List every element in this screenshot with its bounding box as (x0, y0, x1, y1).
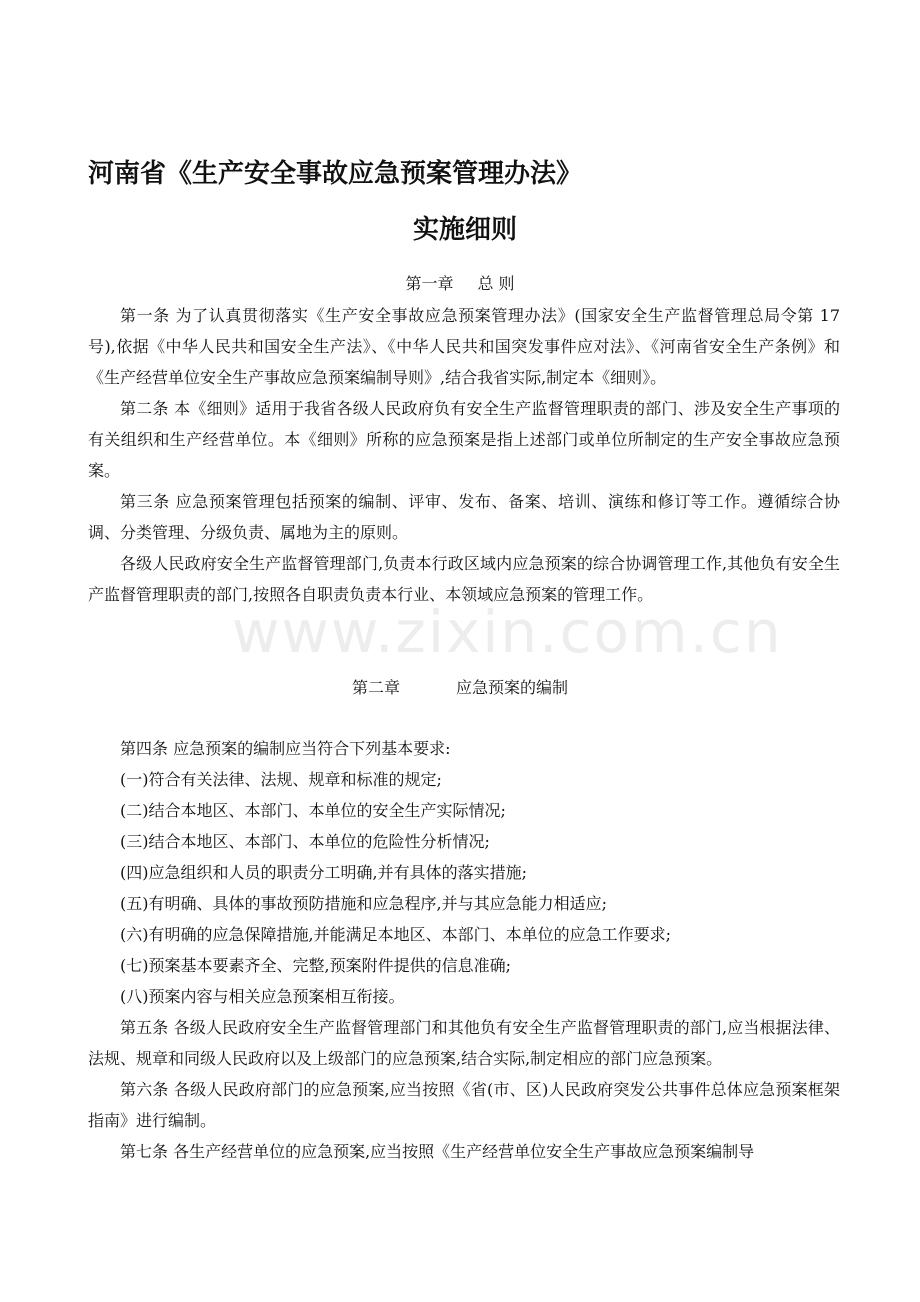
article-3-continued: 各级人民政府安全生产监督管理部门,负责本行政区域内应急预案的综合协调管理工作,其他负有安全生产监督管理职责的部门,按照各自职责负责本行业、本领域应急预案的管理工作。 (88, 554, 840, 604)
article-3: 第三条 应急预案管理包括预案的编制、评审、发布、备案、培训、演练和修订等工作。遵循综合协调、分类管理、分级负责、属地为主的原则。 (88, 492, 840, 542)
chapter-2-body (88, 733, 840, 1167)
list-item: (六)有明确的应急保障措施,并能满足本地区、本部门、本单位的应急工作要求; (120, 925, 671, 944)
chapter-1-number: 第一章 (405, 274, 454, 293)
chapter-2-title: 应急预案的编制 (456, 678, 569, 697)
chapter-2-heading (0, 676, 920, 700)
document-title-line1: 河南省《生产安全事故应急预案管理办法》 (88, 159, 583, 189)
document-title-line2: 实施细则 (412, 215, 517, 245)
list-item: (三)结合本地区、本部门、本单位的危险性分析情况; (120, 832, 490, 851)
article-4-intro: 第四条 应急预案的编制应当符合下列基本要求: (120, 739, 451, 758)
chapter-1-body (88, 300, 840, 610)
list-item: (四)应急组织和人员的职责分工明确,并有具体的落实措施; (120, 863, 527, 882)
list-item: (五)有明确、具体的事故预防措施和应急程序,并与其应急能力相适应; (120, 894, 607, 913)
list-item: (一)符合有关法律、法规、规章和标准的规定; (120, 770, 442, 789)
article-7: 第七条 各生产经营单位的应急预案,应当按照《生产经营单位安全生产事故应急预案编制导 (120, 1142, 755, 1161)
chapter-1-heading (0, 272, 920, 296)
list-item: (八)预案内容与相关应急预案相互衔接。 (120, 987, 405, 1006)
article-5: 第五条 各级人民政府安全生产监督管理部门和其他负有安全生产监督管理职责的部门,应当根据法律、法规、规章和同级人民政府以及上级部门的应急预案,结合实际,制定相应的部门应急预案。 (88, 1018, 840, 1068)
chapter-2-number: 第二章 (351, 678, 400, 697)
watermark: www.zixin.com.cn (232, 598, 783, 666)
chapter-1-title: 总 则 (477, 274, 515, 293)
article-2: 第二条 本《细则》适用于我省各级人民政府负有安全生产监督管理职责的部门、涉及安全生产事项的有关组织和生产经营单位。本《细则》所称的应急预案是指上述部门或单位所制定的生产安全事故应急预案。 (88, 399, 840, 480)
article-6: 第六条 各级人民政府部门的应急预案,应当按照《省(市、区)人民政府突发公共事件总体应急预案框架指南》进行编制。 (88, 1080, 840, 1130)
list-item: (七)预案基本要素齐全、完整,预案附件提供的信息准确; (120, 956, 511, 975)
list-item: (二)结合本地区、本部门、本单位的安全生产实际情况; (120, 801, 506, 820)
article-1: 第一条 为了认真贯彻落实《生产安全事故应急预案管理办法》(国家安全生产监督管理总局令第 17 号),依据《中华人民共和国安全生产法》、《中华人民共和国突发事件应对法》、《河南省安全生产条例》和《生产经营单位安全生产事故应急预案编制导则》,结合我省实际,制定本《细则》。 (88, 306, 840, 387)
